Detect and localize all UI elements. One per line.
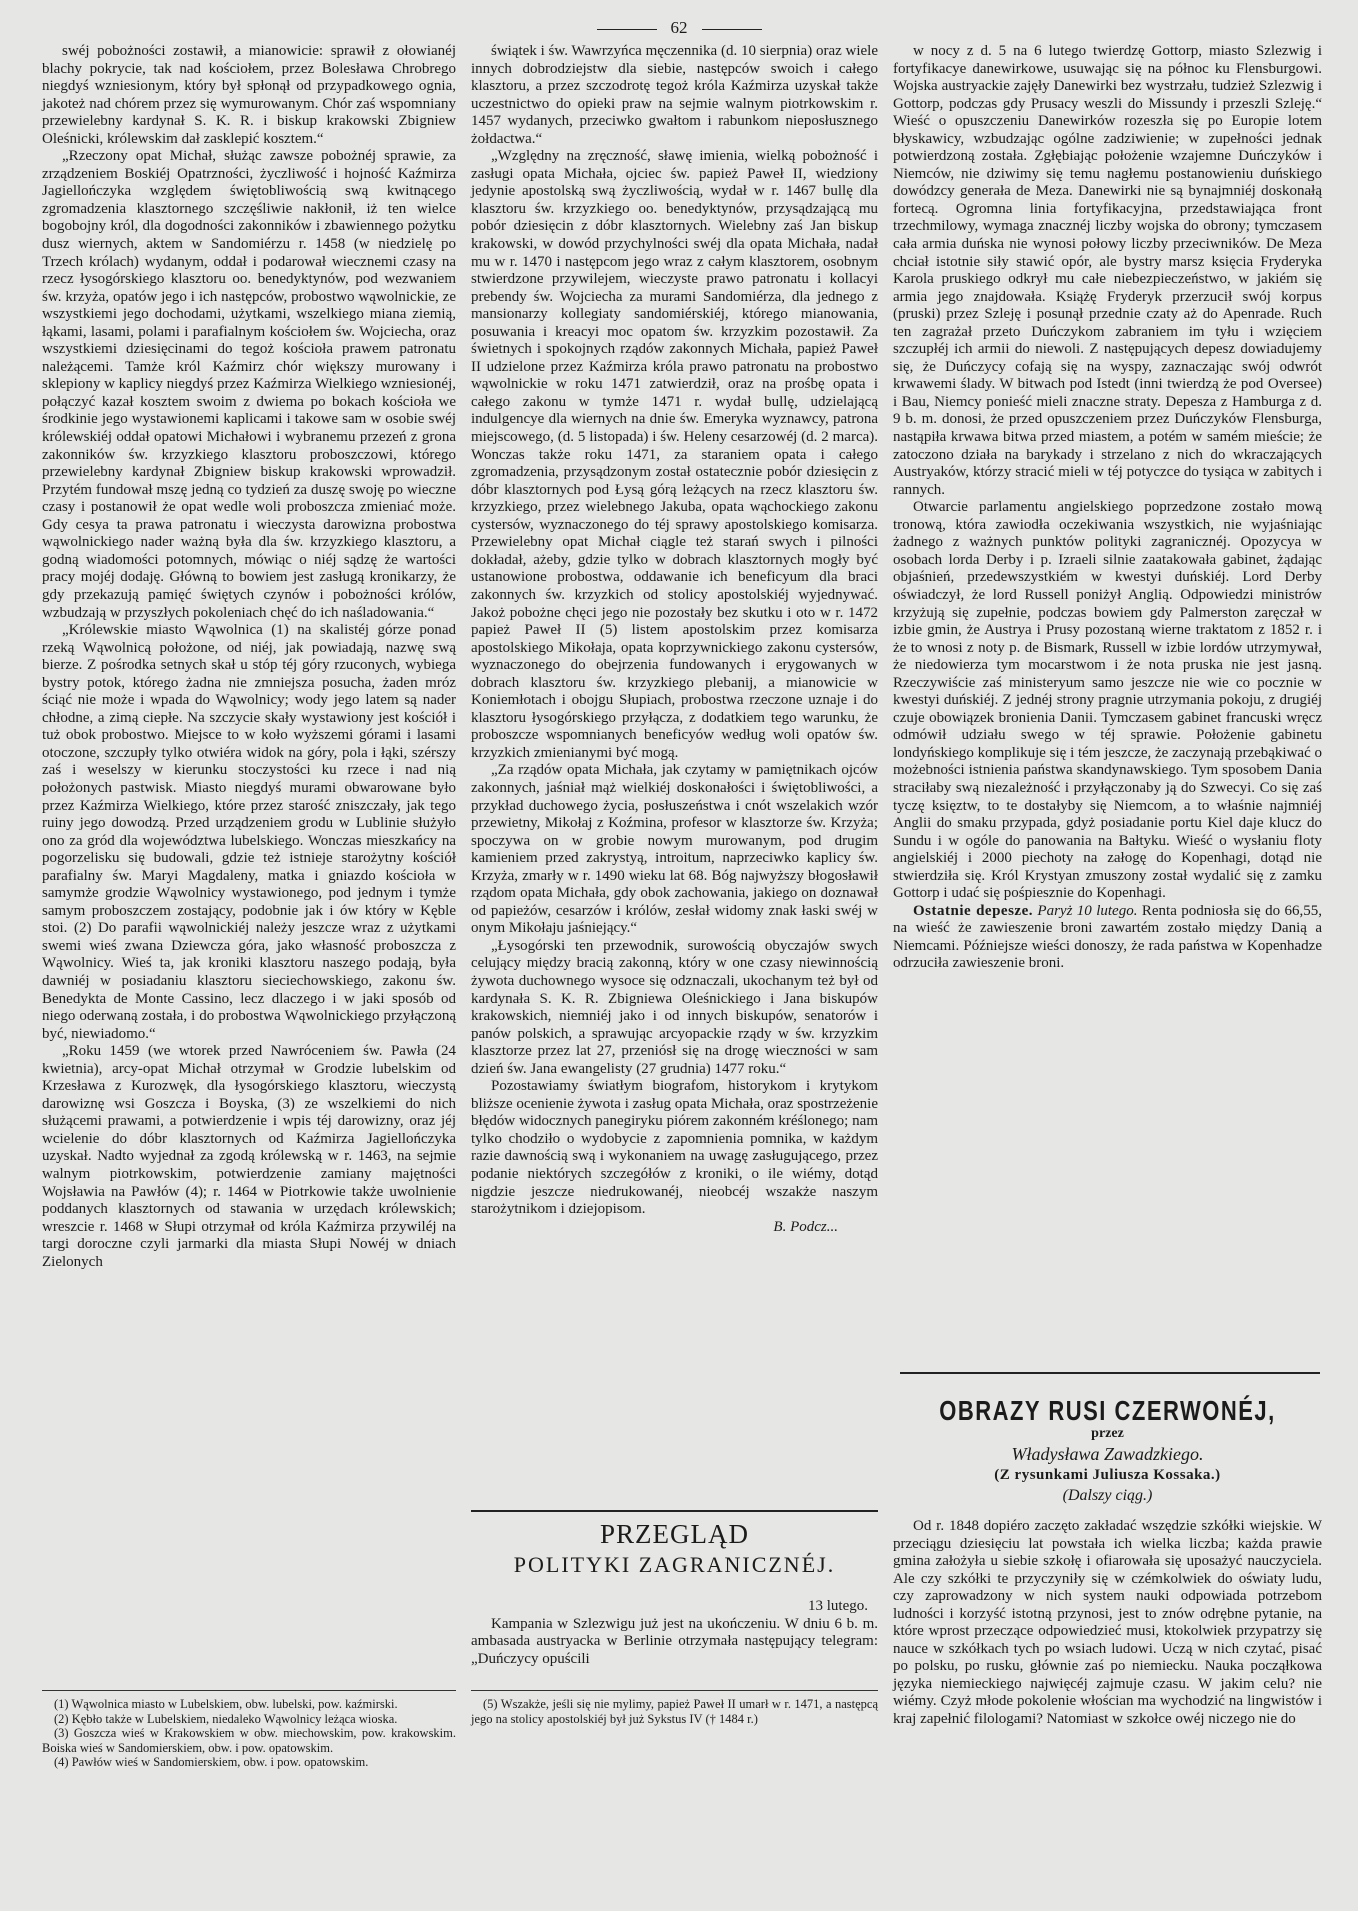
dispatch-paragraph <box>893 903 1322 973</box>
paragraph: w nocy z d. 5 na 6 lutego twierdzę Gottorp, miasto Szlezwig i fortyfikacye danewirkowe, usuwając się na północ ku Flensburgowi. Wojska austryackie zajęły Danewirki bez wystrzału, tudzież Szlezwig i Gottorp, podczas gdy Prusacy weszli do Missundy i przeszli Szleję.“ Wieść o opuszczeniu Danewirków rozeszła się po Europie lotem błyskawicy, wzbudzając ogólne zadziwienie; w zupełności jednak potwierdzoną została. Zgłębiając położenie wzajemne Duńczyków i Niemców, nie dziwimy się temu nagłemu postanowieniu duńskiego dowódzcy generała de Meza. Danewirki nie są bynajmniéj doskonałą fortecą. Ogromna linia fortyfikacyjna, przedstawiająca front trzechmilowy, wymaga znacznéj liczby wojska do obrony; tymczasem cała armia duńska nie wynosi połowy liczby przeciwników. De Meza chciał istotnie siły stawić opór, ale bystry marsz księcia Fryderyka Karola pruskiego odkrył mu całe niebezpieczeństwo, w jakiém się armia jego znajdowała. Książę Fryderyk przerzucił swój korpus (pruski) przez Szleję i posunął przednie czaty aż do Apenrade. Ruch ten zagrażał przeto Duńczykom zabraniem im tyłu i wzięciem szczupłéj ich armii do niewoli. Z następujących depesz dowiadujemy się, że Duńczycy cofają się na wyspy, zaznaczając swój odwrót krwawemi ślady. W bitwach pod Istedt (inni twierdzą że pod Oversee) i Bau, Niemcy ponieść mieli znaczne straty. Depesza z Hamburga z d. 9 b. m. donosi, że przed opuszczeniem przez Duńczyków Flensburga, nastąpiła krwawa bitwa przed miastem, a potém w samém mieście; że zatoczono działa na barykady i strzelano z nich do wkraczających Austryaków, którzy stracić mieli w téj potyczce do tysiąca w zabitych i rannych. <box>893 43 1322 498</box>
article-by: przez <box>1091 1426 1124 1441</box>
dispatch-text: Renta podniosła się do 66,55, na wieść że zawieszenie broni zawartém zostało między Danią a Niemcami. Późniejsze wieści donoszy, że rada państwa w Kopenhadze odrzuciła zawieszenie broni. <box>893 902 1323 972</box>
article-continued: (Dalszy ciąg.) <box>1062 1487 1153 1504</box>
footnote: (1) Wąwolnica miasto w Lubelskiem, obw. lubelski, pow. kaźmirski. <box>54 1697 398 1711</box>
footnote: (2) Kębło także w Lubelskiem, niedaleko Wąwolnicy leżąca wioska. <box>54 1711 398 1726</box>
divider <box>702 29 762 30</box>
paragraph: Kampania w Szlezwigu już jest na ukończeniu. W dniu 6 b. m. ambasada austryacka w Berlinie otrzymała następujący telegram: „Duńczycy opuścili <box>471 1615 878 1667</box>
dispatch-label: Ostatnie depesze. <box>913 902 1033 919</box>
footnotes-column-1 <box>42 1690 456 1770</box>
paragraph: Otwarcie parlamentu angielskiego poprzedzone zostało mową tronową, która zawiodła oczekiwania wszystkich, nie wyjaśniając żadnego z ważnych punktów polityki zagranicznéj. Opozycya w osobach lorda Derby i p. Izraeli silnie zaatakowała gabinet, żądając objaśnień, przedewszystkiém w kwestyi duńskiéj. Lord Derby oświadczył, że lord Russell poniżył Anglią. Odpowiedzi ministrów krzyżują się zupełnie, podczas bowiem gdy Palmerston zaręczał w izbie gmin, że Austrya i Prusy pozostaną wierne traktatom z 1852 r. i że to wnosi z noty p. de Bismark, Russell w izbie lordów utrzymywał, że niedowierza tym mocarstwom i że nota pruska nie jest jasną. Rzeczywiście zaś ministeryum samo jeszcze nie wie co pocznie w kwestyi duńskiéj. Z jednéj strony pragnie utrzymania pokoju, z drugiéj czuje obowiązek bronienia Danii. Tymczasem gabinet francuski wręcz odmówił udziału swego w téj sprawie. Położenie gabinetu londyńskiego komplikuje się i tém jeszcze, że zaczynają przebąkiwać o możebności istnienia państwa skandynawskiego. Tym sposobem Dania straciłaby swą niezależność i przyłączonaby ją do Szwecyi. Co się zaś tyczę księztw, to te dostałyby się Niemcom, a to właśnie najmniéj Anglii do smaku przypada, gdyż posiadanie portu Kiel daje klucz do Sundu i w ogóle do panowania na Bałtyku. Wieść o wysłaniu floty angielskiéj i 2000 piechoty na załogę do Kopenhagi, dotąd nie stwierdziła się. Król Krystyan zmuszony został wydalić się z zamku Gottorp i udać się pośpiesznie do Kopenhagi. <box>893 499 1322 902</box>
footnotes-column-2 <box>471 1690 878 1726</box>
paragraph: „Rzeczony opat Michał, służąc zawsze pobożnéj sprawie, za zrządzeniem Boskiéj Opatrzności, życzliwość i hojność Kaźmirza Jagiellończyka względem świętobliwością swą kwitnącego zgromadzenia klasztornego szczęśliwie nakłonił, iż ten wielce bogobojny król, dla dogodności zakonników i zbawiennego pożytku dusz wiernych, aktem w Sandomiérzu r. 1458 (w niedzielę po Trzech królach) wydanym, oddał i podarował wiecznemi czasy na rzecz łysogórskiego klasztoru oo. benedyktynów, pod wezwaniem św. krzyża, opatów jego i ich następców, probostwo wąwolnickie, ze wszystkiemi jego dochodami, użytkami, wszelkiego miana ziemią, łąkami, lasami, polami i parafialnym kościołem św. Wojciecha, oraz wszystkiemi dziesięcinami do tegoż kościoła prawem patronatu należącemi. Tamże król Kaźmirz chór większy murowany i sklepiony w kaplicy niegdyś przez Kaźmirza Wielkiego wzniesionéj, połączyć kazał kosztem swoim z dwiema po bokach kościoła we środkinie jego wystawionemi kaplicami i takowe sam w osobie swéj królewskiéj oddał opatowi Michałowi i wybranemu przezeń z grona zakonników św. krzyzkiego klasztoru proboszczowi, którego przewielebny kardynał Zbigniew biskup krakowski wprowadził. Przytém fundował mszę jedną co tydzień za duszę swoję po wieczne czasy i postanowił że opat wedle woli proboszcza zmieniać może. Gdy cesya ta prawa patronatu i wieczysta darowizna probostwa wąwolnickiego nader ważną była dla św. krzyzkiego klasztoru, a godną wiadomości potomnych, mówiąc o niéj sądzę że wartości pracy mojéj dodaję. Główną to bowiem jest zasługą kronikarzy, że gdy przekazują pamięć świętych czynów i pobożności królów, wzbudzają w przyszłych pokoleniach chęć do ich naśladowania.“ <box>42 148 456 621</box>
section-heading-line1: PRZEGLĄD <box>600 1519 749 1549</box>
footnote: (4) Pawłów wieś w Sandomierskiem, obw. i pow. opatowskim. <box>54 1755 369 1770</box>
divider <box>597 29 657 30</box>
column-1 <box>42 43 456 1271</box>
paragraph: Od r. 1848 dopiéro zaczęto zakładać wszędzie szkółki wiejskie. W przeciągu dziesięciu lat powstała ich wielka liczba; każda prawie gmina założyła u siebie szkołę i ofiarowała się uposażyć nauczyciela. Ale czy szkółki te przyczyniły się w czémkolwiek do oświaty ludu, czy zaprowadzony w nich system nauki odpowiada potrzebom ludności i korzyść istotną przynosi, jest to znów odrębne pytanie, na które wprost przeczące odpowiedzieć musi, ktokolwiek przypatrzy się nauce w szkółkach tych po wsiach ludowi. Uczą w nich czytać, pisać po polsku, po rusku, głównie zaś po niemiecku. Nauka począłkowa języka niemieckiego najwięcéj zajmuje czasu. W jakim celu? nie wiémy. Czyż młode pokolenie włościan ma wychodzić na lingwistów i kraj zapełnić filologami? Natomiast w szkołce owéj niczego nie do <box>893 1518 1322 1728</box>
page-number-text: 62 <box>670 18 688 37</box>
article-heading <box>893 1394 1322 1507</box>
footnote: (5) Wszakże, jeśli się nie mylimy, papież Paweł II umarł w r. 1471, a następcą jego na stolicy apostolskiéj był już Sykstus IV († 1484 r.) <box>471 1697 878 1726</box>
column-3 <box>893 43 1322 973</box>
paragraph: „Względny na zręczność, sławę imienia, wielką pobożność i zasługi opata Michała, ojciec św. papież Paweł II, wiedziony jedynie apostolską swą życzliwością, wydał w r. 1467 bullę dla klasztoru św. krzyzkiego oo. benedyktynów, przysądzającą mu pobór dziesięcin z dóbr klasztornych. Wielebny zaś Jan biskup krakowski, w dowód przychylności swéj dla opata Michała, nadał mu w r. 1470 i następcom jego wraz z całym klasztorem, osobnym stwierdzone przywilejem, wieczyste prawo patronatu i kollacyi prebendy św. Wojciecha za murami Sandomiérza, dla jednego z mansionarzy kollegiaty sandomiérskiéj, którego mianowania, posuwania i kreacyi moc opatom św. krzyzkim pozostawił. Za świetnych i spokojnych rządów zakonnych Michała, papież Paweł II udzielone przez Kaźmirza króla prawo patronatu na probostwo wąwolnickie w roku 1471 zatwierdził, oraz na prośbę opata i całego zakonu w tymże 1471 r. wydał bullę, udzielającą indulgencye dla wiernych na dnie św. Emeryka wyznawcy, patrona miejscowego, (d. 5 listopada) i św. Heleny cesarzowéj (d. 2 marca). Wonczas także roku 1471, za staraniem opata i całego zgromadzenia, przysądzonym został ostatecznie pobór dziesięcin z dóbr klasztornych pod Łysą górą leżących na rzecz klasztoru św. krzyzkiego, przez wielebnego Jakuba, opata wąchockiego zakonu cystersów, wyznaczonego do téj sprawy apostolskiego komisarza. Przewielebny opat Michał ciągle też starań swych i pilności dokładał, ażeby, gdzie tylko w dobrach klasztornych mogły być ustanowione probostwa, oddawanie ich beneficyum dla braci zakonnych św. krzyzkich od stolicy apostolskiéj wyjednywać. Jakoż pobożne chęci jego nie pozostały bez skutku i oto w r. 1472 papież Paweł II (5) listem apostolskim przez komisarza apostolskiego Mikołaja, opata koprzywnickiego zakonu cystersów, wyznaczonego do obejrzenia fundowanych i erygowanych w dobrach klasztoru św. krzyzkiego plebanij, a mianowicie w Koniemłotach i obojgu Słupiach, probostwa rzeczone uznaje i do klasztoru łysogórskiego przyłącza, z dodatkiem tego warunku, że proboszcze wspomnianych beneficyów według woli opatów św. krzyzkich zmienianymi być mogą. <box>471 148 878 761</box>
paragraph: swéj pobożności zostawił, a mianowicie: sprawił z ołowianéj blachy pokrycie, tak nad kościołem, przez Bolesława Chrobrego niegdyś wzniesionym, który był spłonął od przypadkowego ognia, jakoteż nad chórem przez się wymurowanym. Chór zaś wspomniany przewielebny kardynał S. K. R. i biskup krakowski Zbigniew Oleśnicki, królewskim dał zasklepić kosztem.“ <box>42 43 456 147</box>
footnote: (3) Goszcza wieś w Krakowskiem w obw. miechowskim, pow. krakowskim. Boiska wieś w Sandomierskiem, obw. i pow. opatowskim. <box>42 1726 456 1755</box>
paragraph: „Za rządów opata Michała, jak czytamy w pamiętnikach ojców zakonnych, jaśniał mąż wielkiéj doskonałości i świętobliwości, a przykład duchowego życia, posłuszeństwa i cnót wszelakich wzór przewietny, Mikołaj z Koźmina, profesor w klasztorze św. Krzyża; spoczywa on w grobie nowym murowanym, pod drugim kamieniem przed zakrystyą, introitum, naprzeciwko kaplicy św. Krzyża, zmarły w r. 1490 wieku lat 68. Bóg najwyższy błogosławił rządom opata Michała, gdy obok zachowania, jakiego on doznawał od papieżów, cesarzów i królów, zesłał widomy znak łaski swéj w onym Mikołaju jaśniejący.“ <box>471 762 878 937</box>
article-illustrations: (Z rysunkami Juliusza Kossaka.) <box>994 1467 1221 1483</box>
section-divider <box>900 1372 1320 1374</box>
page-number <box>0 18 1358 38</box>
section-body <box>471 1598 878 1668</box>
article-author: Władysława Zawadzkiego. <box>1011 1444 1204 1464</box>
section-heading-line2: POLITYKI ZAGRANICZNÉJ. <box>513 1552 836 1577</box>
paragraph: „Roku 1459 (we wtorek przed Nawróceniem św. Pawła (24 kwietnia), arcy-opat Michał otrzymał w Grodzie lubelskim od Krzesława z Kurozwęk, dla łysogórskiego klasztoru, wieczystą darowiznę wsi Goszcza i Boyska, (3) ze wszelkiemi do nich służącemi prawami, a potwierdzenie i wpis téj darowizny, oraz jéj wcielenie do dóbr klasztornych od Kaźmirza Jagiellończyka uzyskał. Nadto wyjednał za zgodą królewską w r. 1463, na sejmie walnym piotrkowskim, potwierdzenie zamiany majętności Wojsławia na Pawłów (4); r. 1464 w Piotrkowie także uwolnienie poddanych klasztornych od stawania w urzędach królewskich; wreszcie r. 1468 w Słupi otrzymał od króla Kaźmirza przywiléj na targi doroczne czyli jarmarki dla miasta Słupi Nowéj w dniach Zielonych <box>42 1043 456 1270</box>
author-signature: B. Podcz... <box>773 1218 838 1235</box>
paragraph: „Królewskie miasto Wąwolnica (1) na skalistéj górze ponad rzeką Wąwolnicą położone, od niéj, jak powiadają, nazwę swą bierze. Z pośrodka setnych skał u stóp téj góry rzuconych, wybiega bystry potok, którego żadna nie zmniejsza posucha, żaden mróz ściąć nie może i wpada do Wąwolnicy; wody jego latem są nader chłodne, a zimą ciepłe. Na szczycie skały wystawiony jest kościół i tuż obok probostwo. Miejsce to w koło wyższemi górami i lasami otoczone, szczupły tylko otwiéra widok na góry, pola i łąki, szérszy zaś i weselszy w kierunku stoczystości ku rzece i nad nią położonych pastwisk. Miasto niegdyś murami obwarowane było przez Kaźmirza Wielkiego, które przez starość zniszczały, jak tego ruiny jego dowodzą. Przed urządzeniem grodu w Lublinie służyło ono za gród dla województwa lubelskiego. Wonczas mieszkańcy na pogorzelisku się budowali, gdzie też istnieje starożytny kościół parafialny św. Maryi Magdaleny, matka i gniazdo kościoła w samymże grodzie Wąwolnicy wystawionego, pod jednym i tymże samym proboszczem zostający, podobnie jak i ów który w Kęble stoi. (2) Do parafii wąwolnickiéj należy jeszcze wraz z użytkami swemi wieś zwana Dziewcza góra, jako własność proboszcza z Wąwolnicy. Wieś ta, jak kroniki klasztoru naszego podają, była dawniéj w posiadaniu klasztoru sieciechowskiego, zakonu św. Benedykta de Monte Cassino, lecz dlaczego i w jaki sposób od niego oderwaną została, i do probostwa Wąwolnickiego przyłączoną być, niewiadomo.“ <box>42 622 456 1042</box>
article-body <box>893 1518 1322 1729</box>
column-2 <box>471 43 878 1236</box>
dispatch-dateline: Paryż 10 lutego. <box>1037 902 1138 919</box>
article-title: OBRAZY RUSI CZERWONÉJ, <box>939 1394 1276 1426</box>
paragraph: świątek i św. Wawrzyńca męczennika (d. 10 sierpnia) oraz wiele innych dobrodziejstw dla siebie, następców swoich i całego klasztoru, a przez szczodrotę tegoż króla Kaźmirza uzyskał także uczestnictwo do opieki praw na sejmie walnym piotrkowskim r. 1457 wydanych, przeciwko gwałtom i rabunkom nieposłusznego żołdactwa.“ <box>471 43 878 147</box>
section-heading <box>471 1510 878 1580</box>
section-date: 13 lutego. <box>808 1598 868 1614</box>
paragraph: „Łysogórski ten przewodnik, surowością obyczajów swych celujący między bracią zakonną, który w one czasy niewinnością żywota duchownego wysoce się odznaczali, ukochanym też był od kardynała S. K. R. Zbigniewa Oleśnickiego i Jana biskupów krakowskich, niemniéj jako i od innych biskupów, senatorów i panów polskich, a sprawując arcyopackie rządy w św. krzyzkim klasztorze przez lat 27, przeniósł się na drogę wieczności w sam dzień św. Jana ewangelisty (27 grudnia) 1477 roku.“ <box>471 937 878 1077</box>
paragraph: Pozostawiamy światłym biografom, historykom i krytykom bliższe ocenienie żywota i zasług opata Michała, oraz spostrzeżenie błędów widocznych panegiryku piórem zakonném kréślonego; nam tylko chodziło o wydobycie z zapomnienia pomnika, w każdym razie dawnością swą i wykonaniem na uwagę zasługującego, przez podanie niektórych szczegółów z kroniki, o ile wiémy, dotąd nigdzie jeszcze niedrukowanéj, nieobcéj wszakże naszym starożytnikom i dziejopisom. <box>471 1078 878 1218</box>
